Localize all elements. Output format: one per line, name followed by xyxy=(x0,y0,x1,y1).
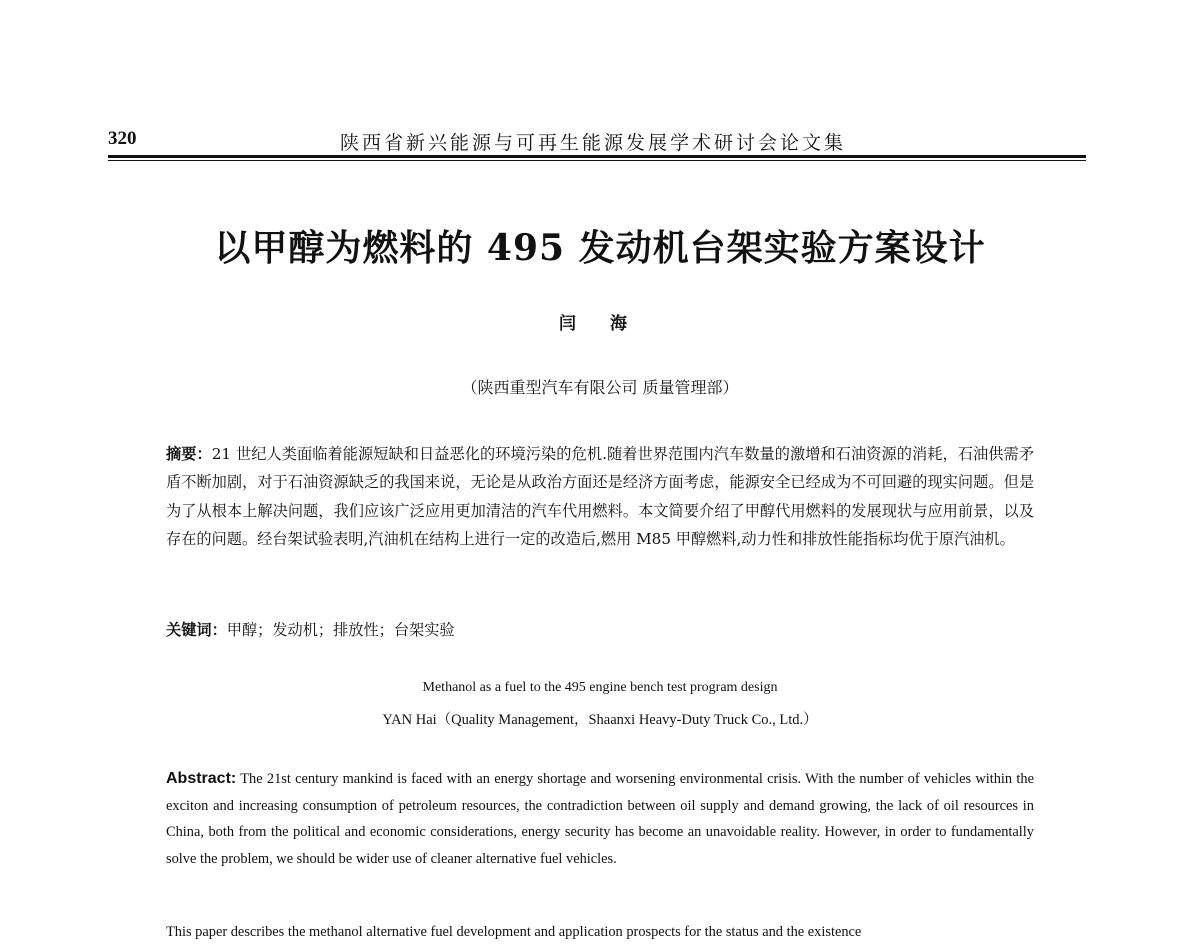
english-abstract-text: The 21st century mankind is faced with an energy shortage and worsening environmental crisis. With the number of vehicles within the exciton and increasing consumption of petroleum resources, the contradiction between oil supply and demand growing, the lack of oil resources in China, both from the political and economic considerations, energy security has become an unavoidable reality. However, in order to fundamentally solve the problem, we should be wider use of cleaner alternative fuel vehicles. xyxy=(166,771,1034,867)
author-name: 闫 海 xyxy=(559,314,641,334)
author-affiliation: （陕西重型汽车有限公司 质量管理部） xyxy=(461,378,739,397)
header-rule-thick xyxy=(108,155,1086,158)
paper-title: 以甲醇为燃料的 495 发动机台架实验方案设计 xyxy=(214,227,986,269)
chinese-abstract-label: 摘要： xyxy=(166,445,212,463)
chinese-keywords-text: 甲醇；发动机；排放性；台架实验 xyxy=(226,621,455,639)
header-rule-thin xyxy=(108,160,1086,161)
english-abstract-label: Abstract: xyxy=(166,770,237,787)
chinese-abstract-text: 21 世纪人类面临着能源短缺和日益恶化的环境污染的危机.随着世界范围内汽车数量的激增和石油资源的消耗，石油供需矛盾不断加剧，对于石油资源缺乏的我国来说，无论是从政治方面还是经济方面考虑，能源安全已经成为不可回避的现实问题。但是为了从根本上解决问题，我们应该广泛应用更加清洁的汽车代用燃料。本文简要介绍了甲醇代用燃料的发展现状与应用前景，以及存在的问题。经台架试验表明,汽油机在结构上进行一定的改造后,燃用 M85 甲醇燃料,动力性和排放性能指标均优于原汽油机。 xyxy=(166,445,1035,549)
english-abstract-continued: This paper describes the methanol alternative fuel development and application prospects for the status and the existence xyxy=(166,924,862,940)
page-number: 320 xyxy=(108,128,137,149)
english-abstract xyxy=(166,766,1034,872)
chinese-keywords xyxy=(166,617,1034,643)
proceedings-title: 陕西省新兴能源与可再生能源发展学术研讨会论文集 xyxy=(340,132,847,154)
chinese-abstract xyxy=(166,440,1034,554)
english-author-line: YAN Hai（Quality Management，Shaanxi Heavy-Duty Truck Co., Ltd.） xyxy=(382,712,818,728)
chinese-keywords-label: 关键词： xyxy=(166,621,227,639)
english-title: Methanol as a fuel to the 495 engine bench test program design xyxy=(422,680,778,695)
